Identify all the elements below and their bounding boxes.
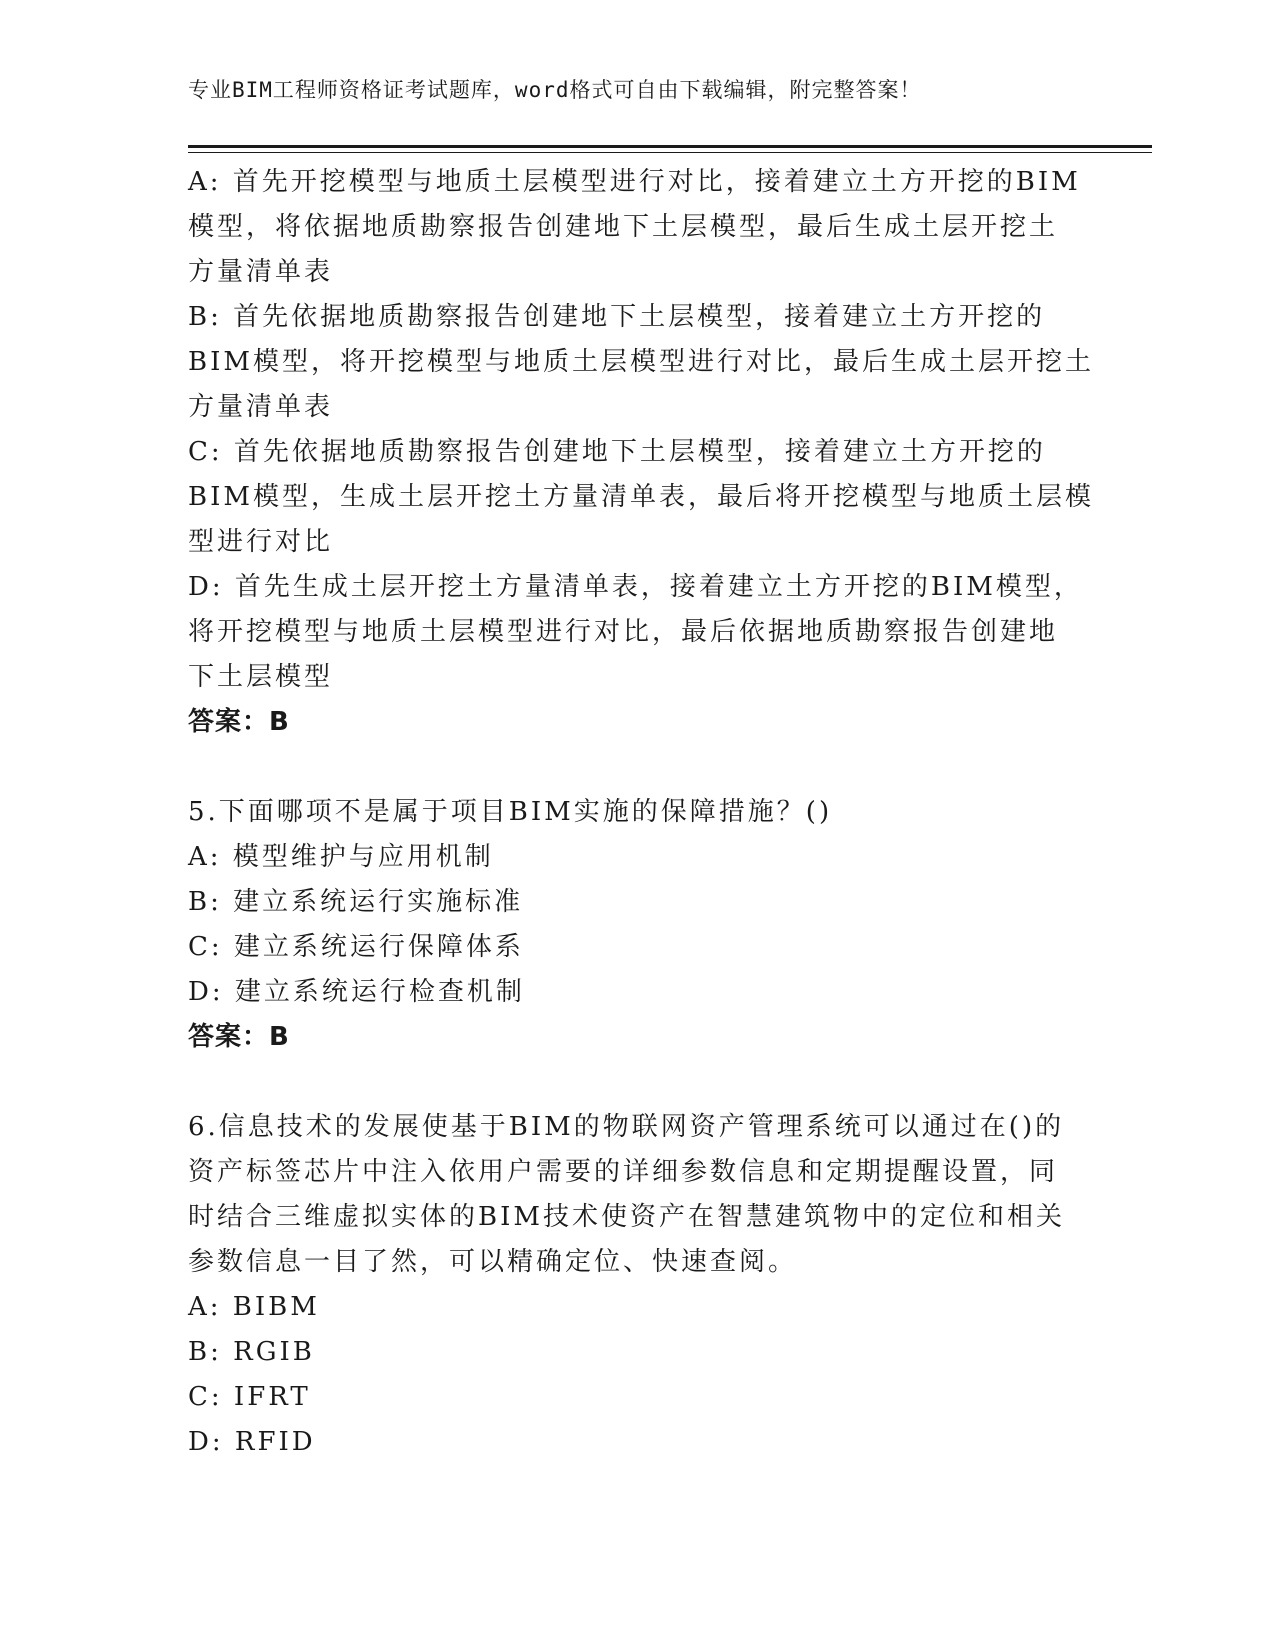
page-header: 专业BIM工程师资格证考试题库，word格式可自由下载编辑，附完整答案！	[188, 78, 922, 102]
option-a: A: 模型维护与应用机制	[188, 842, 494, 872]
option-a-line-3: 方量清单表	[188, 257, 334, 287]
spacer	[188, 745, 1088, 790]
option-b-line-1: B: 首先依据地质勘察报告创建地下土层模型，接着建立土方开挖的	[188, 302, 1046, 332]
option-c-line-3: 型进行对比	[188, 527, 334, 557]
question-text: 5.下面哪项不是属于项目BIM实施的保障措施？()	[188, 797, 833, 827]
question-5	[188, 790, 1088, 1060]
option-b: B: 建立系统运行实施标准	[188, 887, 524, 917]
option-d: D: 建立系统运行检查机制	[188, 977, 525, 1007]
option-b-line-2: BIM模型，将开挖模型与地质土层模型进行对比，最后生成土层开挖土	[188, 347, 1094, 377]
header-rule-thin	[188, 152, 1152, 153]
option-c: C: 建立系统运行保障体系	[188, 932, 524, 962]
option-a: A: BIBM	[188, 1292, 320, 1322]
option-c: C: IFRT	[188, 1382, 311, 1412]
document-body	[188, 160, 1094, 1465]
option-d-line-1: D: 首先生成土层开挖土方量清单表，接着建立土方开挖的BIM模型，	[188, 572, 1083, 602]
answer-label: 答案：B	[188, 1022, 290, 1052]
question-text-line-1: 6.信息技术的发展使基于BIM的物联网资产管理系统可以通过在()的	[188, 1112, 1065, 1142]
option-d: D: RFID	[188, 1427, 316, 1457]
question-text-line-4: 参数信息一目了然，可以精确定位、快速查阅。	[188, 1247, 798, 1277]
option-a-line-1: A: 首先开挖模型与地质土层模型进行对比，接着建立土方开挖的BIM	[188, 167, 1081, 197]
option-d-line-2: 将开挖模型与地质土层模型进行对比，最后依据地质勘察报告创建地	[188, 617, 1059, 647]
option-b: B: RGIB	[188, 1337, 315, 1367]
option-a-line-2: 模型，将依据地质勘察报告创建地下土层模型，最后生成土层开挖土	[188, 212, 1059, 242]
question-4-options	[188, 160, 1094, 745]
answer-label: 答案：B	[188, 707, 290, 737]
header-rule-thick	[188, 145, 1152, 148]
question-text-line-2: 资产标签芯片中注入依用户需要的详细参数信息和定期提醒设置，同	[188, 1157, 1059, 1187]
question-text-line-3: 时结合三维虚拟实体的BIM技术使资产在智慧建筑物中的定位和相关	[188, 1202, 1065, 1232]
option-d-line-3: 下土层模型	[188, 662, 334, 692]
option-c-line-2: BIM模型，生成土层开挖土方量清单表，最后将开挖模型与地质土层模	[188, 482, 1094, 512]
question-6	[188, 1105, 1088, 1465]
option-b-line-3: 方量清单表	[188, 392, 334, 422]
option-c-line-1: C: 首先依据地质勘察报告创建地下土层模型，接着建立土方开挖的	[188, 437, 1046, 467]
spacer	[188, 1060, 1088, 1105]
